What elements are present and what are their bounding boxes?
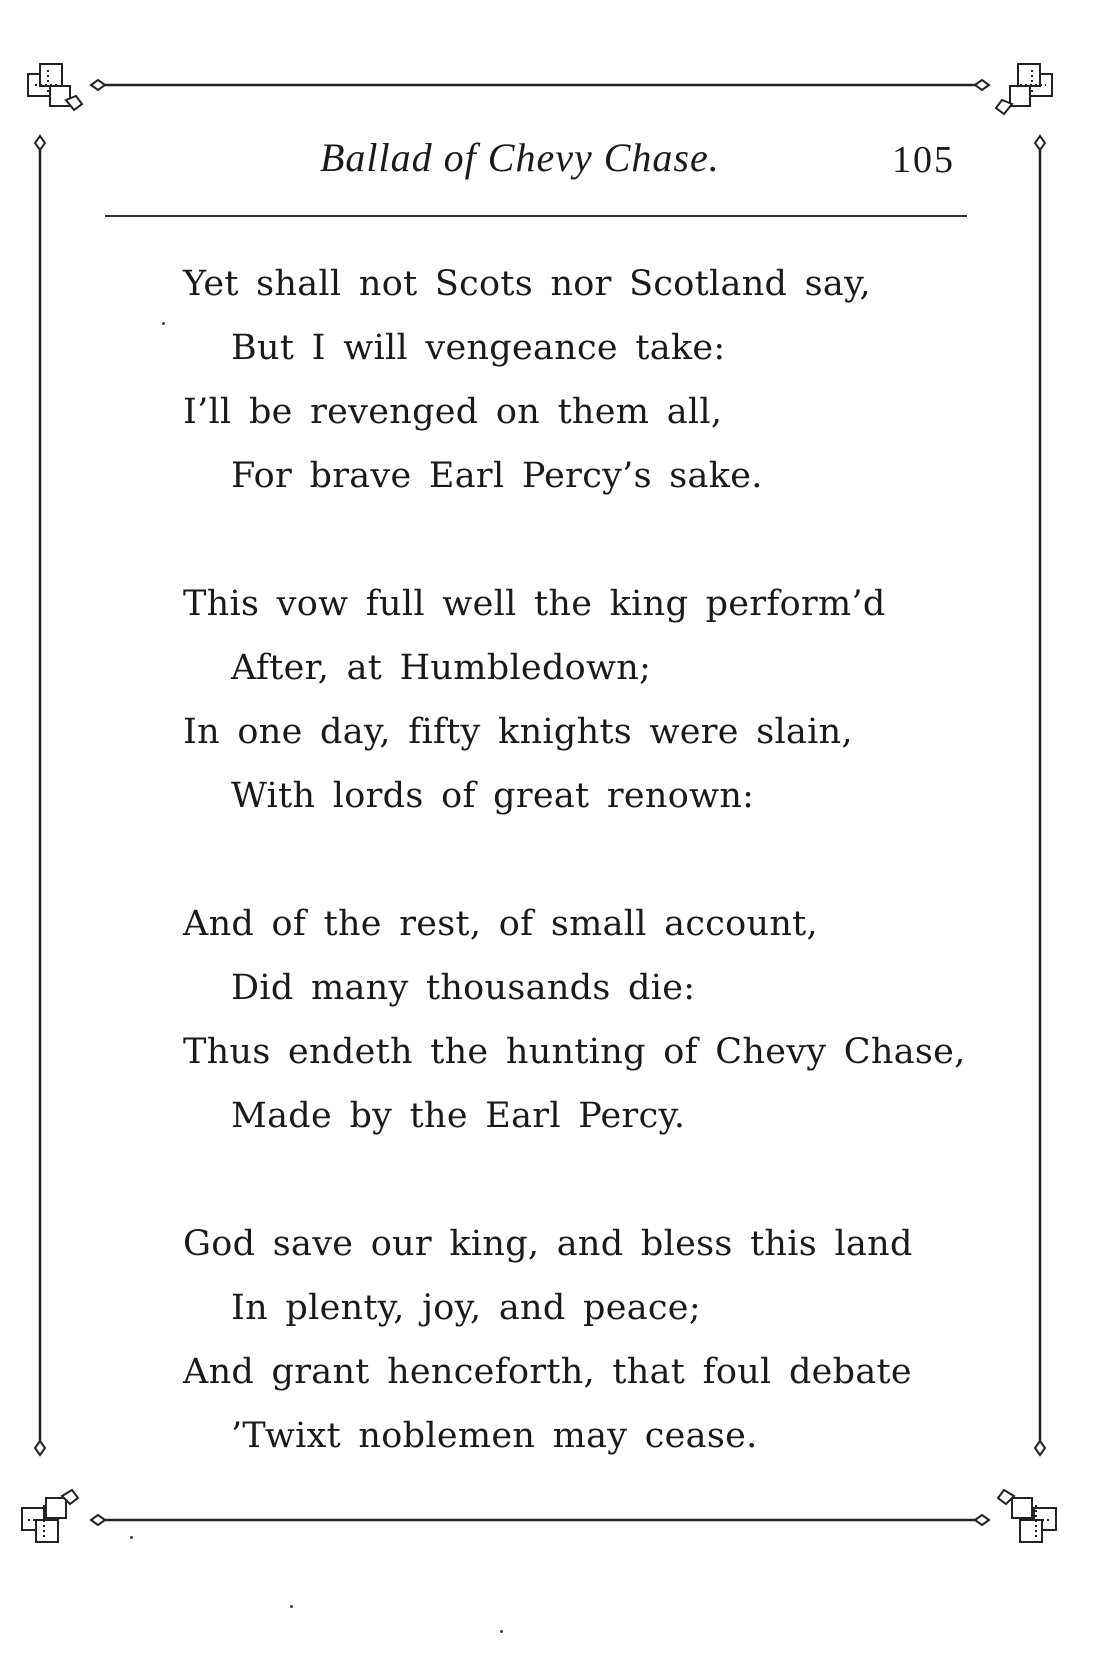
verse-line: Did many thousands die: [231, 968, 696, 1008]
verse-line: And grant henceforth, that foul debate [183, 1352, 912, 1392]
print-speck [130, 1536, 133, 1539]
stanza [183, 1212, 963, 1468]
corner-ornament-bottom-left [22, 1441, 105, 1542]
running-head [105, 130, 967, 190]
stanza [183, 892, 966, 1148]
corner-ornament-bottom-right [975, 1441, 1056, 1542]
print-speck [500, 1630, 503, 1633]
verse-line: Yet shall not Scots nor Scotland say, [183, 264, 871, 304]
stanza [183, 252, 963, 508]
verse-line: God save our king, and bless this land [183, 1224, 913, 1264]
header-rule [105, 215, 967, 217]
verse-line: But I will vengeance take: [231, 328, 726, 368]
verse-line: And of the rest, of small account, [183, 904, 818, 944]
verse-line: For brave Earl Percy’s sake. [231, 456, 763, 496]
running-title: Ballad of Chevy Chase. [320, 135, 720, 180]
page-number: 105 [892, 139, 955, 181]
verse-line: With lords of great renown: [231, 776, 755, 816]
print-speck [162, 322, 165, 325]
verse-line: I’ll be revenged on them all, [183, 392, 723, 432]
verse-line: In plenty, joy, and peace; [231, 1288, 701, 1328]
verse-line: ’Twixt noblemen may cease. [231, 1416, 758, 1456]
corner-ornament-top-right [975, 64, 1052, 150]
print-speck [290, 1605, 293, 1608]
verse-line: Made by the Earl Percy. [231, 1096, 686, 1136]
verse-line: This vow full well the king perform’d [183, 584, 886, 624]
verse-line: Thus endeth the hunting of Chevy Chase, [183, 1032, 966, 1072]
verse-line: In one day, fifty knights were slain, [183, 712, 853, 752]
stanza [183, 572, 963, 828]
verse-line: After, at Humbledown; [231, 648, 652, 688]
poem-body [183, 252, 966, 1532]
corner-ornament-top-left [28, 64, 105, 150]
